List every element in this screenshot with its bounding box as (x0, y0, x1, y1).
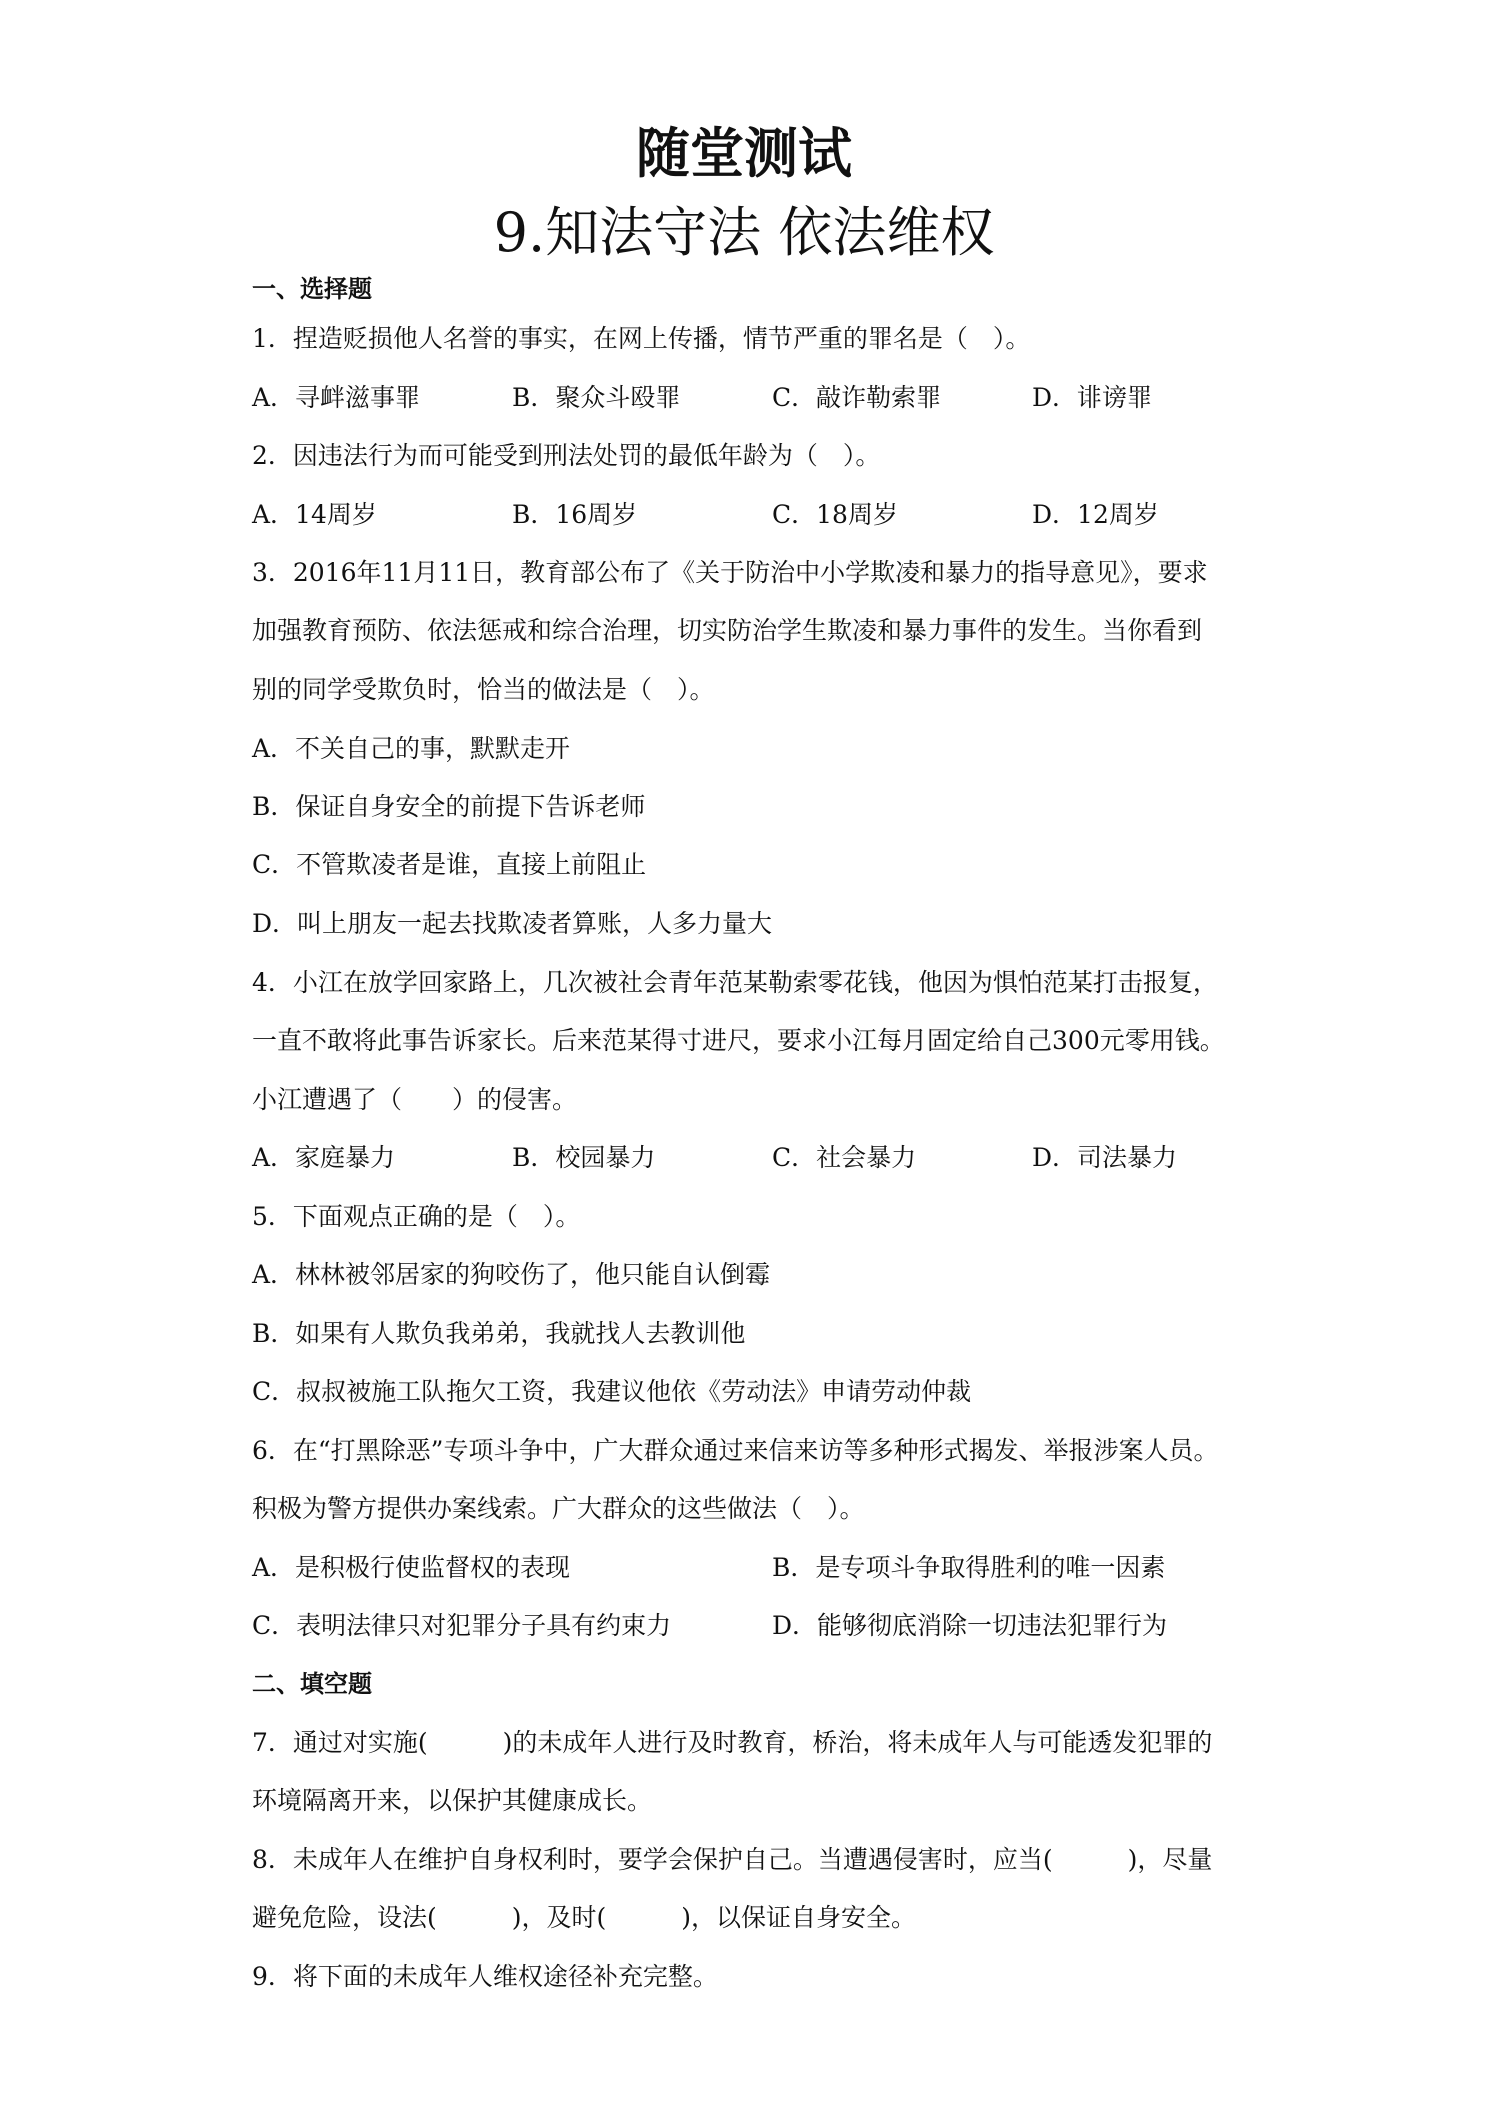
question-2-stem: 2．因违法行为而可能受到刑法处罚的最低年龄为（ ）。 (252, 441, 881, 470)
question-5-option-a: A．林林被邻居家的狗咬伤了，他只能自认倒霉 (252, 1260, 771, 1289)
question-3-line-1: 3．2016年11月11日，教育部公布了《关于防治中小学欺凌和暴力的指导意见》，要求 (252, 558, 1208, 587)
question-4-option-a: A．家庭暴力 (252, 1143, 396, 1172)
question-8-line-1: 8．未成年人在维护自身权利时，要学会保护自己。当遭遇侵害时，应当( )，尽量 (252, 1845, 1213, 1874)
question-1-option-b: B．聚众斗殴罪 (512, 383, 681, 412)
question-4-line-2: 一直不敢将此事告诉家长。后来范某得寸进尺，要求小江每月固定给自己300元零用钱。 (252, 1026, 1225, 1055)
question-1-option-a: A．寻衅滋事罪 (252, 383, 421, 412)
question-6-option-d: D．能够彻底消除一切违法犯罪行为 (772, 1611, 1168, 1640)
question-4-option-c: C．社会暴力 (772, 1143, 917, 1172)
question-2-option-b: B．16周岁 (512, 500, 638, 529)
question-5-stem: 5．下面观点正确的是（ ）。 (252, 1202, 581, 1231)
question-5-option-c: C．叔叔被施工队拖欠工资，我建议他依《劳动法》申请劳动仲裁 (252, 1377, 972, 1406)
question-3-option-d: D．叫上朋友一起去找欺凌者算账，人多力量大 (252, 909, 773, 938)
question-8-line-2: 避免危险，设法( )，及时( )，以保证自身安全。 (252, 1903, 917, 1932)
question-6-option-c: C．表明法律只对犯罪分子具有约束力 (252, 1611, 672, 1640)
question-3-option-c: C．不管欺凌者是谁，直接上前阻止 (252, 850, 647, 879)
question-4-line-3: 小江遭遇了（ ）的侵害。 (252, 1085, 578, 1114)
question-4-option-b: B．校园暴力 (512, 1143, 656, 1172)
question-2-option-a: A．14周岁 (252, 500, 377, 529)
question-6-line-1: 6．在“打黑除恶”专项斗争中，广大群众通过来信来访等多种形式揭发、举报涉案人员。 (252, 1436, 1219, 1465)
question-6-option-b: B．是专项斗争取得胜利的唯一因素 (772, 1553, 1166, 1582)
section-heading-fill: 二、填空题 (252, 1670, 372, 1698)
question-2-option-c: C．18周岁 (772, 500, 898, 529)
question-4-option-d: D．司法暴力 (1032, 1143, 1178, 1172)
question-3-option-b: B．保证自身安全的前提下告诉老师 (252, 792, 646, 821)
question-7-line-1: 7．通过对实施( )的未成年人进行及时教育，桥治，将未成年人与可能透发犯罪的 (252, 1728, 1213, 1757)
question-1-option-c: C．敲诈勒索罪 (772, 383, 942, 412)
page-title: 随堂测试 (636, 121, 852, 185)
question-6-line-2: 积极为警方提供办案线索。广大群众的这些做法（ ）。 (252, 1494, 865, 1523)
question-4-line-1: 4．小江在放学回家路上，几次被社会青年范某勒索零花钱，他因为惧怕范某打击报复， (252, 968, 1218, 997)
question-1-option-d: D．诽谤罪 (1032, 383, 1153, 412)
question-1-stem: 1．捏造贬损他人名誉的事实，在网上传播，情节严重的罪名是（ ）。 (252, 324, 1031, 353)
section-heading-choice: 一、选择题 (252, 275, 372, 303)
question-6-option-a: A．是积极行使监督权的表现 (252, 1553, 571, 1582)
question-5-option-b: B．如果有人欺负我弟弟，我就找人去教训他 (252, 1319, 746, 1348)
page-subtitle: 9.知法守法 依法维权 (493, 201, 995, 264)
question-3-option-a: A．不关自己的事，默默走开 (252, 734, 571, 763)
question-3-line-2: 加强教育预防、依法惩戒和综合治理，切实防治学生欺凌和暴力事件的发生。当你看到 (252, 616, 1203, 645)
question-9-stem: 9．将下面的未成年人维权途径补充完整。 (252, 1962, 718, 1991)
question-3-line-3: 别的同学受欺负时，恰当的做法是（ ）。 (252, 675, 715, 704)
question-7-line-2: 环境隔离开来，以保护其健康成长。 (252, 1786, 653, 1815)
question-2-option-d: D．12周岁 (1032, 500, 1159, 529)
